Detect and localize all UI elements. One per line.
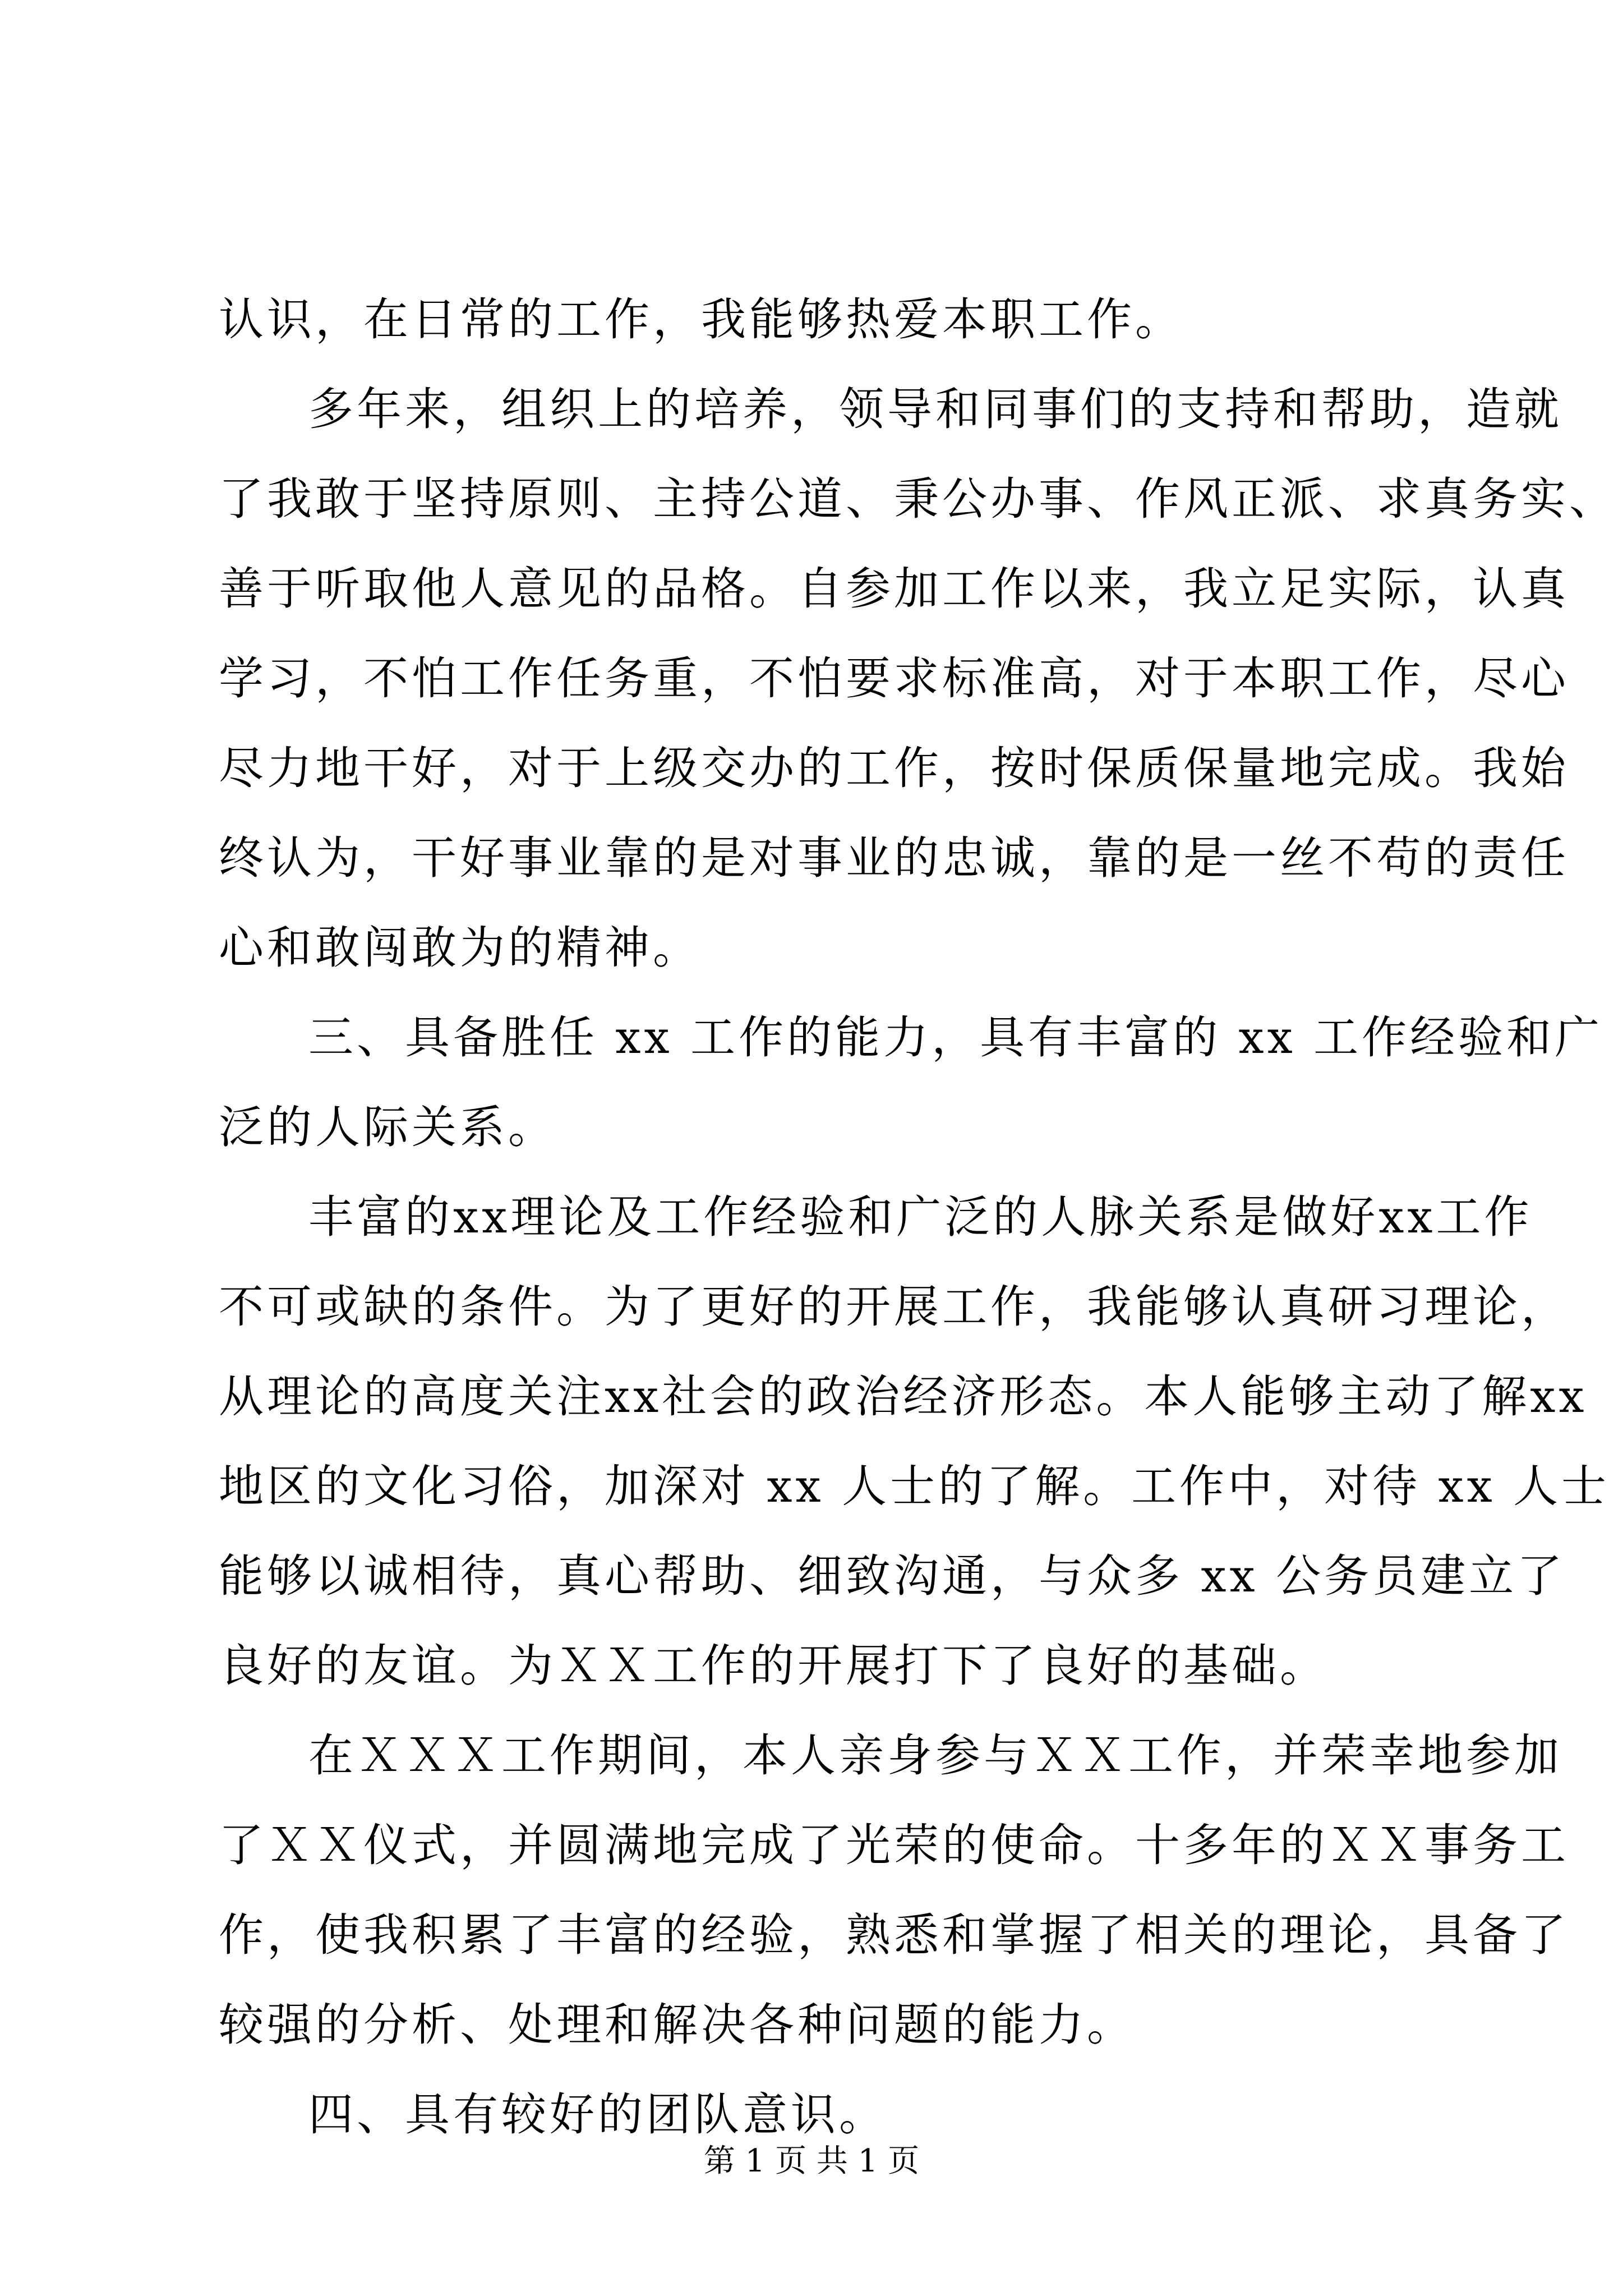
- text-line: 终认为，干好事业靠的是对事业的忠诚，靠的是一丝不苟的责任: [219, 832, 1569, 884]
- text-line: 良好的友谊。为ＸＸ工作的开展打下了良好的基础。: [219, 1640, 1328, 1692]
- text-line: 地区的文化习俗，加深对 xx 人士的了解。工作中，对待 xx 人士: [219, 1460, 1610, 1512]
- section-heading-4: 四、具有较好的团队意识。: [308, 2088, 887, 2141]
- text-line: 较强的分析、处理和解决各种问题的能力。: [219, 1999, 1135, 2051]
- text-line: 学习，不怕工作任务重，不怕要求标准高，对于本职工作，尽心: [219, 652, 1569, 705]
- page-number-footer: 第 1 页 共 1 页: [703, 2143, 920, 2179]
- text-line: 从理论的高度关注xx社会的政治经济形态。本人能够主动了解xx: [219, 1370, 1588, 1423]
- text-line: 尽力地干好，对于上级交办的工作，按时保质保量地完成。我始: [219, 742, 1569, 794]
- text-line: 认识，在日常的工作，我能够热爱本职工作。: [219, 293, 1183, 346]
- paragraph-start-line: 多年来，组织上的培养，领导和同事们的支持和帮助，造就: [308, 383, 1562, 435]
- paragraph-start-line: 丰富的xx理论及工作经验和广泛的人脉关系是做好xx工作: [308, 1191, 1533, 1243]
- text-line: 善于听取他人意见的品格。自参加工作以来，我立足实际，认真: [219, 563, 1569, 615]
- text-line: 心和敢闯敢为的精神。: [219, 922, 701, 974]
- text-line: 能够以诚相待，真心帮助、细致沟通，与众多 xx 公务员建立了: [219, 1550, 1566, 1602]
- text-line: 作，使我积累了丰富的经验，熟悉和掌握了相关的理论，具备了: [219, 1909, 1569, 1961]
- text-line: 泛的人际关系。: [219, 1101, 556, 1153]
- text-line: 了我敢于坚持原则、主持公道、秉公办事、作风正派、求真务实、: [219, 473, 1617, 525]
- text-line: 了ＸＸ仪式，并圆满地完成了光荣的使命。十多年的ＸＸ事务工: [219, 1819, 1569, 1871]
- paragraph-start-line: 在ＸＸＸ工作期间，本人亲身参与ＸＸ工作，并荣幸地参加: [308, 1729, 1562, 1782]
- section-heading-3: 三、具备胜任 xx 工作的能力，具有丰富的 xx 工作经验和广: [308, 1011, 1603, 1064]
- text-line: 不可或缺的条件。为了更好的开展工作，我能够认真研习理论，: [219, 1281, 1569, 1333]
